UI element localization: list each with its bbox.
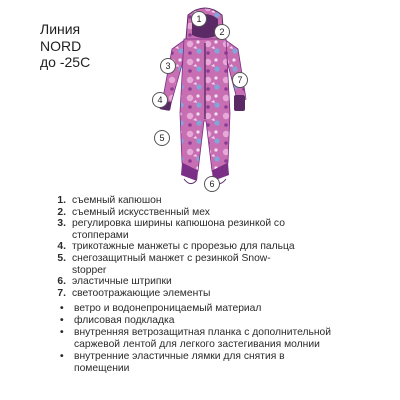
right-cuff xyxy=(234,95,245,111)
feature-item: 5. снегозащитный манжет с резинкой Snow-stopper xyxy=(57,252,271,276)
feature-list xyxy=(46,195,386,299)
material-list xyxy=(60,303,390,375)
feature-item: 6. эластичные штрипки xyxy=(57,276,172,288)
feature-item: 2. съемный искусственный мех xyxy=(57,206,210,218)
material-item: • ветро и водонепроницаемый материал xyxy=(60,303,262,314)
bullet-icon: • xyxy=(60,303,64,314)
material-item: • флисовая подкладка xyxy=(60,315,175,327)
collection-title xyxy=(40,21,90,71)
callout-2: 2 xyxy=(214,24,230,40)
bullet-icon: • xyxy=(60,351,64,363)
callout-7: 7 xyxy=(232,72,248,88)
callout-5: 5 xyxy=(154,130,170,146)
feature-item: 3. регулировка ширины капюшона резинкой со стопперами xyxy=(57,218,285,241)
bullet-icon: • xyxy=(60,327,64,339)
callout-4: 4 xyxy=(152,92,168,108)
title-line-3: до -25С xyxy=(40,54,91,70)
title-line-1: Линия xyxy=(40,21,81,37)
feature-item: 1. съемный капюшон xyxy=(57,195,162,206)
callout-1: 1 xyxy=(191,11,207,27)
title-line-2: NORD xyxy=(40,37,82,54)
material-item: • внутренние эластичные лямки для снятия в помещении xyxy=(60,351,285,375)
feature-item: 7. светоотражающие элементы xyxy=(57,287,211,299)
callout-3: 3 xyxy=(160,58,176,74)
bullet-icon: • xyxy=(60,315,64,327)
material-item: • внутренняя ветрозащитная планка с дополнительной саржевой лентой для легкого застегивания молнии xyxy=(60,327,331,351)
callout-6: 6 xyxy=(204,176,220,192)
feature-item: 4. трикотажные манжеты с прорезью для пальца xyxy=(57,241,295,253)
